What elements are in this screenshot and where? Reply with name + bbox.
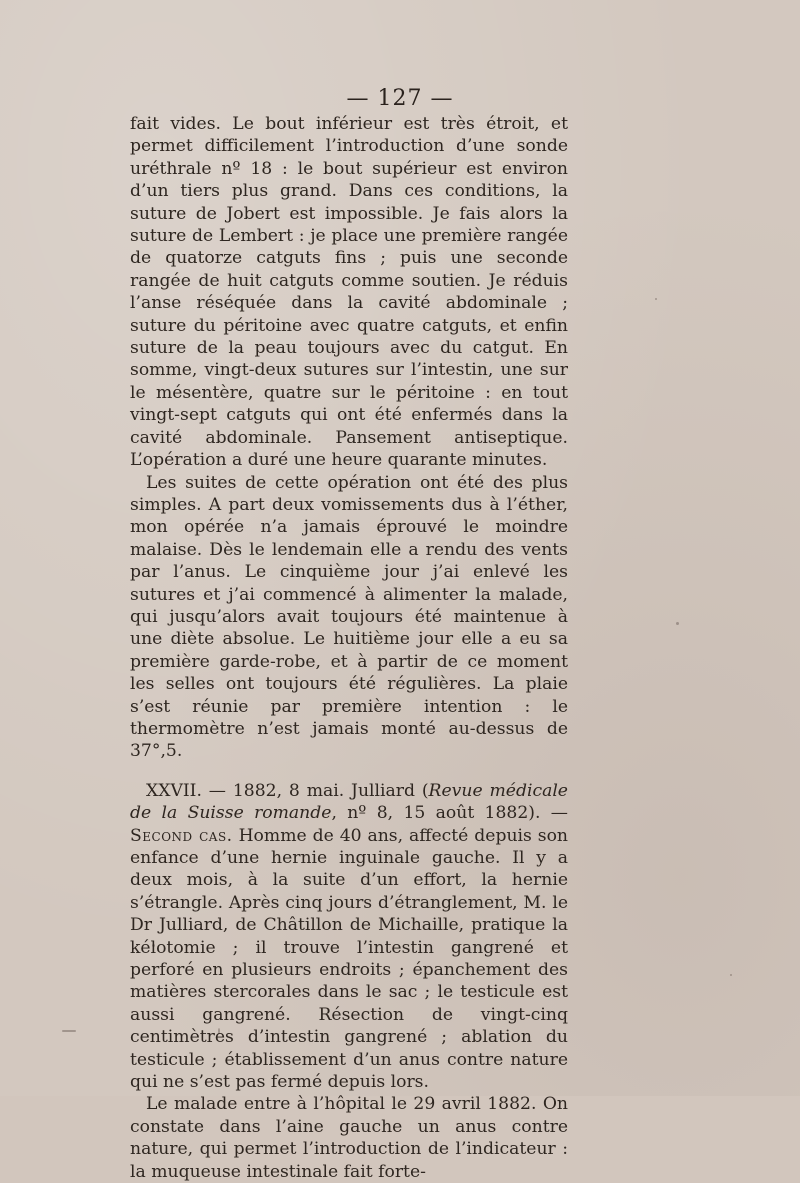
case-label: Second cas. bbox=[130, 825, 233, 846]
case-reference: , nº 8, 15 août 1882). — bbox=[331, 803, 568, 824]
paragraph-operation-details: fait vides. Le bout inférieur est très étroit, et permet difficilement l’introduction d’une sonde uréthrale nº 18 : le bout supérieur est environ d’un tiers plus grand. Dans ces conditions, la suture de Jobert est impossible. Je fais alors la suture de Lembert : je place une première rangée de quatorze catguts fins ; puis une seconde rangée de huit catguts comme soutien. Je réduis l’anse réséquée dans la cavité abdominale ; suture du péritoine avec quatre catguts, et enfin suture de la peau toujours avec du catgut. En somme, vingt-deux sutures sur l’intestin, une sur le mésentère, quatre sur le péritoine : en tout vingt-sept catguts qui ont été enfermés dans la cavité abdominale. Pansement antiseptique. L’opération a duré une heure quarante minutes. bbox=[130, 114, 568, 471]
paragraph-case-xxvii bbox=[130, 780, 568, 1094]
case-lead: XXVII. — 1882, 8 mai. Julliard ( bbox=[146, 780, 429, 801]
journal-title: Revue médicale de la Suisse romande bbox=[130, 780, 568, 824]
case-description: Homme de 40 ans, affecté depuis son enfance d’une hernie inguinale gauche. Il y a deux mois, à la suite d’un effort, la hernie s’étrangle. Après cinq jours d’étranglement, M. le Dr Julliard, de Châtillon de Michaille, pratique la kélotomie ; il trouve l’intestin gangrené et perforé en plusieurs endroits ; épanchement des matières stercorales dans le sac ; le testicule est aussi gangrené. Résection de vingt-cinq centimètres d’intestin gangrené ; ablation du testicule ; établissement d’un anus contre nature qui ne s’est pas fermé depuis lors. bbox=[130, 825, 568, 1093]
paragraph-admission: Le malade entre à l’hôpital le 29 avril 1882. On constate dans l’aine gauche un anus contre nature, qui permet l’introduction de l’indicateur : la muqueuse intestinale fait forte- bbox=[130, 1094, 568, 1182]
body-text bbox=[130, 113, 568, 1183]
paragraph-recovery: Les suites de cette opération ont été des plus simples. A part deux vomissements dus à l’éther, mon opérée n’a jamais éprouvé le moindre malaise. Dès le lendemain elle a rendu des vents par l’anus. Le cinquième jour j’ai enlevé les sutures et j’ai commencé à alimenter la malade, qui jusqu’alors avait toujours été maintenue à une diète absolue. Le huitième jour elle a eu sa première garde-robe, et à partir de ce moment les selles ont toujours été régulières. La plaie s’est réunie par première intention : le thermomètre n’est jamais monté au-dessus de 37°,5. bbox=[130, 472, 568, 762]
page-number: — 127 — bbox=[346, 86, 454, 111]
